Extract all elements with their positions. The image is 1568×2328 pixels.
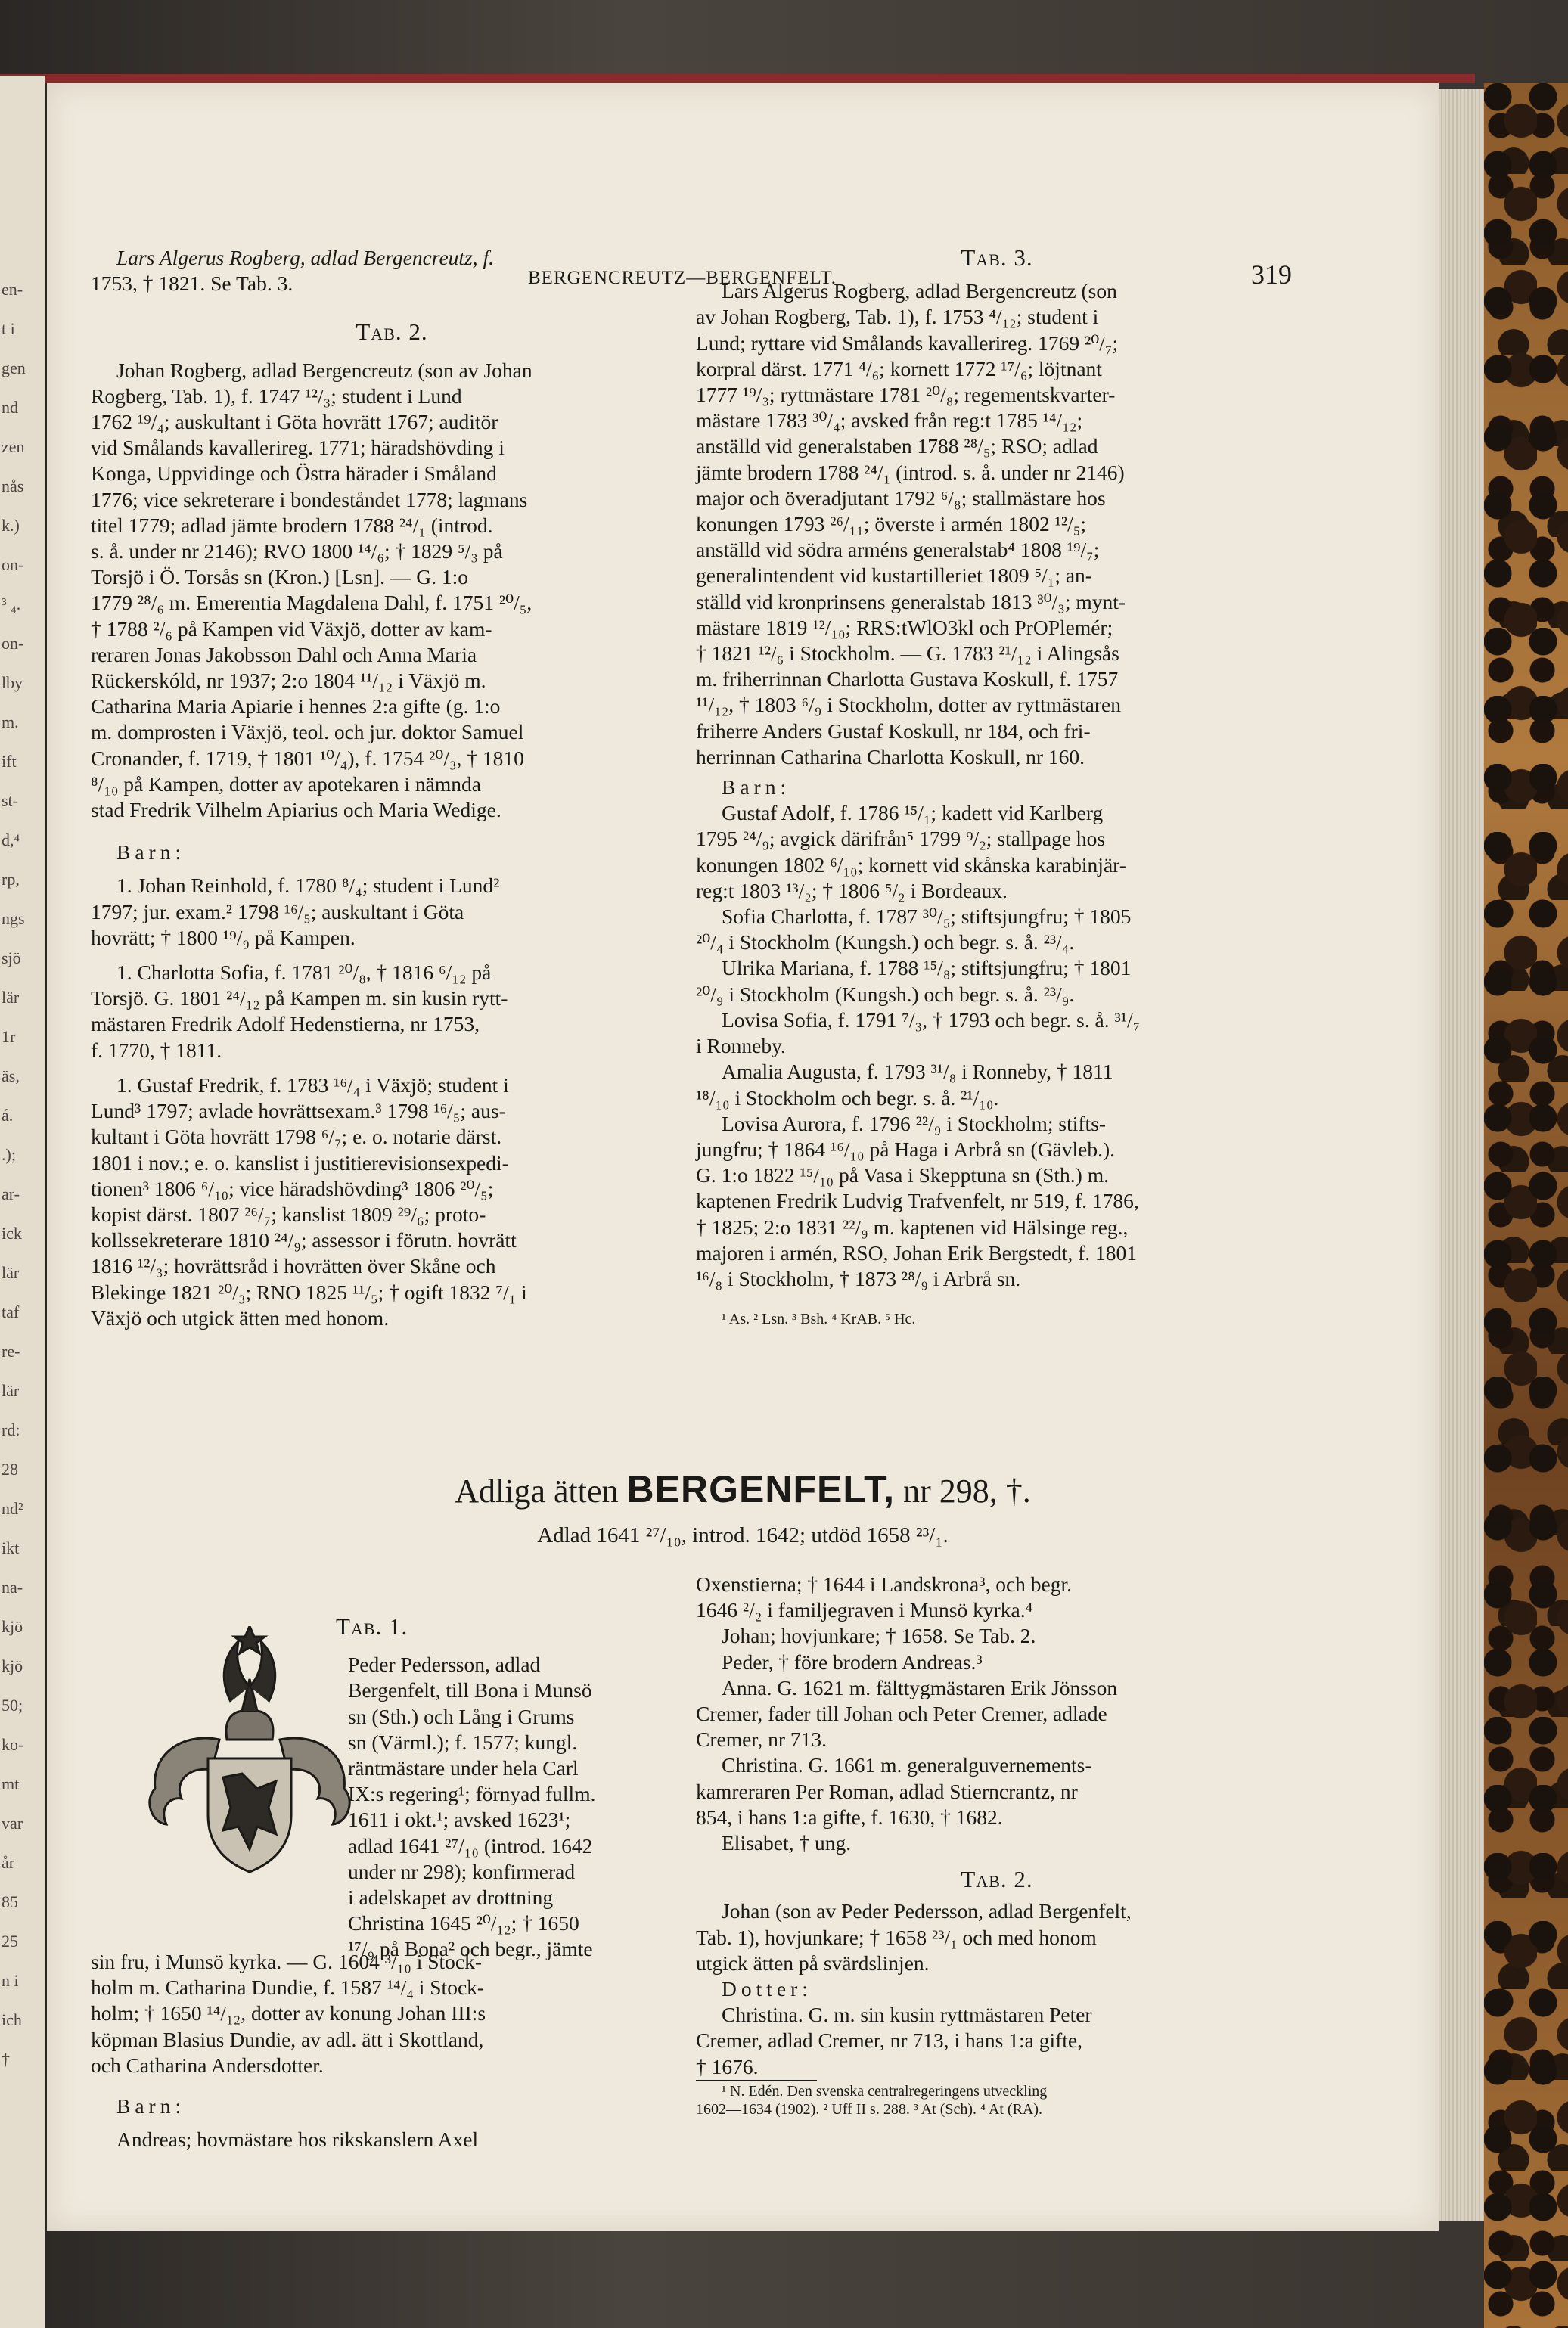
text-line: ställd vid kronprinsens generalstab 1813 ³⁰/₃; mynt-: [696, 589, 1126, 613]
dotter-label: Dotter:: [722, 1977, 812, 2001]
previous-page-fragment: ich: [2, 2010, 22, 2029]
text-line: Blekinge 1821 ²⁰/₃; RNO 1825 ¹¹/₅; † ogift 1832 ⁷/₁ i: [91, 1280, 527, 1304]
text-line: adlad 1641 ²⁷/₁₀ (introd. 1642: [348, 1833, 593, 1858]
book-cover: [1484, 83, 1568, 2328]
text-line: generalintendent vid kustartilleriet 1809 ⁵/₁; an-: [696, 563, 1092, 588]
tab2-title: Tab. 2.: [961, 1866, 1033, 1893]
text-line: m. friherrinnan Charlotta Gustava Koskull, f. 1757: [696, 667, 1119, 691]
text-line: major och överadjutant 1792 ⁶/₈; stallmästare hos: [696, 486, 1106, 510]
previous-page-fragment: nd²: [2, 1499, 23, 1518]
tab3-title: Tab. 3.: [961, 244, 1033, 271]
tab2-text: [91, 358, 693, 824]
text-line: reg:t 1803 ¹³/₂; † 1806 ⁵/₂ i Bordeaux.: [696, 878, 1008, 902]
text-line: Oxenstierna; † 1644 i Landskrona³, och begr.: [696, 1572, 1073, 1596]
right-column-top: [696, 245, 1298, 1328]
text-line: under nr 298); konfirmerad: [348, 1859, 576, 1883]
text-line: 1. Charlotta Sofia, f. 1781 ²⁰/₈, † 1816 ⁶/₁₂ på: [116, 961, 492, 985]
text-line: Christina 1645 ²⁰/₁₂; † 1650: [348, 1911, 579, 1935]
text-line: Sofia Charlotta, f. 1787 ³⁰/₅; stiftsjungfru; † 1805: [722, 905, 1132, 929]
previous-page-fragment: en-: [2, 280, 23, 299]
family-name: BERGENFELT,: [626, 1468, 896, 1510]
text-line: stad Fredrik Vilhelm Apiarius och Maria Wedige.: [91, 798, 501, 822]
previous-page-fragment: ift: [2, 752, 17, 771]
previous-page-fragment: mt: [2, 1774, 20, 1793]
previous-page-edge: [0, 76, 45, 2328]
previous-page-fragment: 25: [2, 1932, 18, 1951]
text-line: Växjö och utgick ätten med honom.: [91, 1305, 390, 1330]
left-column-bottom: [91, 1949, 693, 2153]
footnotes: ¹ As. ² Lsn. ³ Bsh. ⁴ KrAB. ⁵ Hc.: [722, 1311, 916, 1328]
text-line: mästare 1783 ³⁰/₄; avsked från reg:t 1785 ¹⁴/₁₂;: [696, 408, 1083, 433]
text-line: anställd vid södra arméns generalstab⁴ 1808 ¹⁹/₇;: [696, 538, 1100, 562]
text-line: 1801 i nov.; e. o. kanslist i justitierevisionsexpedi-: [91, 1150, 509, 1175]
text-line: kopist därst. 1807 ²⁶/₇; kanslist 1809 ²⁹/₆; proto-: [91, 1202, 486, 1226]
text-line: Torsjö i Ö. Torsås sn (Kron.) [Lsn]. — G. 1:o: [91, 565, 469, 589]
text-line: sn (Värml.); f. 1577; kungl.: [348, 1730, 578, 1754]
text-line: 1. Gustaf Fredrik, f. 1783 ¹⁶/₄ i Växjö; student i: [116, 1072, 509, 1097]
text-line: kaptenen Fredrik Ludvig Trafvenfelt, nr 519, f. 1786,: [696, 1189, 1139, 1213]
intro-line: Lars Algerus Rogberg, adlad Bergencreutz, f.: [116, 246, 495, 269]
text-line: friherre Anders Gustaf Koskull, nr 184, och fri-: [696, 719, 1091, 743]
previous-page-fragment: ngs: [2, 909, 25, 928]
text-line: Lund³ 1797; avlade hovrättsexam.³ 1798 ¹⁶/₅; aus-: [91, 1099, 506, 1123]
text-line: kollssekreterare 1810 ²⁴/₉; assessor i förutn. hovrätt: [91, 1228, 517, 1252]
previous-page-fragment: sjö: [2, 948, 21, 967]
text-line: av Johan Rogberg, Tab. 1), f. 1753 ⁴/₁₂; student i: [696, 305, 1099, 329]
text-line: Konga, Uppvidinge och Östra härader i Småland: [91, 461, 497, 486]
text-line: mästaren Fredrik Adolf Hedenstierna, nr 1753,: [91, 1012, 480, 1036]
previous-page-fragment: rp,: [2, 870, 20, 889]
text-line: vid Smålands kavallerireg. 1771; häradshövding i: [91, 436, 505, 460]
child-entry: Andreas; hovmästare hos rikskanslern Axel: [116, 2128, 479, 2152]
previous-page-fragment: 1r: [2, 1027, 16, 1046]
text-line: holm m. Catharina Dundie, f. 1587 ¹⁴/₄ i Stock-: [91, 1976, 485, 2000]
text-line: och Catharina Andersdotter.: [91, 2053, 324, 2077]
children-list: [696, 800, 1298, 1292]
text-line: ¹⁸/₁₀ i Stockholm och begr. s. å. ²¹/₁₀.: [696, 1085, 999, 1110]
text-line: titel 1779; adlad jämte brodern 1788 ²⁴/₁ (introd.: [91, 513, 493, 537]
text-line: Elisabet, † ung.: [722, 1831, 852, 1855]
text-line: sin fru, i Munsö kyrka. — G. 1604 ³/₁₀ i Stock-: [91, 1950, 483, 1973]
book-page: [47, 83, 1439, 2231]
text-line: kamreraren Per Roman, adlad Stierncrantz, nr: [696, 1779, 1078, 1803]
right-column-bottom: [696, 1572, 1298, 2118]
tab2-title: Tab. 2.: [356, 318, 428, 346]
text-line: Lund; ryttare vid Smålands kavallerireg. 1769 ²⁰/₇;: [696, 331, 1119, 355]
intro-line: 1753, † 1821. Se Tab. 3.: [91, 272, 293, 296]
text-line: Cronander, f. 1719, † 1801 ¹⁰/₄), f. 1754 ²⁰/₃, † 1810: [91, 746, 524, 770]
text-line: 1795 ²⁴/₉; avgick därifrån⁵ 1799 ⁹/₂; stallpage hos: [696, 827, 1106, 851]
text-line: reraren Jonas Jakobsson Dahl och Anna Maria: [91, 642, 477, 666]
text-line: Gustaf Adolf, f. 1786 ¹⁵/₁; kadett vid Karlberg: [722, 801, 1104, 825]
previous-page-fragment: t i: [2, 319, 15, 338]
previous-page-fragment: k.): [2, 516, 20, 535]
barn-label: Barn:: [722, 775, 791, 799]
text-line: ¹ N. Edén. Den svenska centralregeringens utveckling: [722, 2082, 1048, 2100]
previous-page-fragment: lär: [2, 988, 20, 1007]
left-column-bottom-beside-crest: [336, 1613, 693, 1963]
text-line: Anna. G. 1621 m. fälttygmästaren Erik Jönsson: [722, 1675, 1118, 1699]
previous-page-fragment: d,⁴: [2, 830, 20, 849]
text-line: mästare 1819 ¹²/₁₀; RRS:tWlO3kl och PrOPlemér;: [696, 615, 1113, 639]
text-line: räntmästare under hela Carl: [348, 1756, 579, 1780]
tab2-text: [696, 1898, 1298, 1976]
text-line: Christina. G. m. sin kusin ryttmästaren Peter: [722, 2003, 1092, 2027]
text-line: Lars Algerus Rogberg, adlad Bergencreutz (son: [722, 279, 1117, 303]
footnotes: [696, 2082, 1298, 2118]
text-line: korpral därst. 1771 ⁴/₆; kornett 1772 ¹⁷/₆; löjtnant: [696, 356, 1102, 380]
text-line: Johan (son av Peder Pedersson, adlad Bergenfelt,: [722, 1899, 1132, 1923]
previous-page-fragment: ³ ₄.: [2, 594, 21, 613]
text-line: ¹¹/₁₂, † 1803 ⁶/₉ i Stockholm, dotter av ryttmästaren: [696, 693, 1121, 717]
previous-page-fragment: st-: [2, 791, 18, 810]
text-line: Tab. 1), hovjunkare; † 1658 ²³/₁ och med honom: [696, 1925, 1097, 1949]
previous-page-fragment: .);: [2, 1145, 16, 1164]
text-line: 1762 ¹⁹/₄; auskultant i Göta hovrätt 1767; auditör: [91, 410, 498, 434]
tab1-text-continued: [91, 1949, 693, 2078]
children-list: [696, 1572, 1298, 1856]
previous-page-fragment: var: [2, 1814, 23, 1833]
text-line: 1602—1634 (1902). ² Uff II s. 288. ³ At (Sch). ⁴ At (RA).: [696, 2100, 1043, 2118]
previous-page-fragment: taf: [2, 1302, 20, 1321]
text-line: köpman Blasius Dundie, av adl. ätt i Skottland,: [91, 2027, 484, 2051]
tab1-text: [348, 1652, 693, 1962]
previous-page-fragment: nås: [2, 476, 24, 495]
previous-page-fragment: kjö: [2, 1617, 23, 1636]
text-line: holm; † 1650 ¹⁴/₁₂, dotter av konung Johan III:s: [91, 2001, 486, 2025]
text-line: G. 1:o 1822 ¹⁵/₁₀ på Vasa i Skepptuna sn (Sth.) m.: [696, 1163, 1109, 1187]
text-line: Bergenfelt, till Bona i Munsö: [348, 1678, 592, 1703]
text-line: ²⁰/₄ i Stockholm (Kungsh.) och begr. s. å. ²³/₄.: [696, 930, 1075, 954]
previous-page-fragment: †: [2, 2050, 10, 2069]
text-line: 854, i hans 1:a gifte, f. 1630, † 1682.: [696, 1805, 1003, 1829]
text-line: Peder Pedersson, adlad: [348, 1653, 541, 1677]
text-line: anställd vid generalstaben 1788 ²⁸/₅; RSO; adlad: [696, 434, 1098, 458]
child-entry: [91, 960, 693, 1063]
previous-page-fragment: 50;: [2, 1696, 23, 1715]
text-line: Christina. G. 1661 m. generalguvernements-: [722, 1753, 1092, 1777]
previous-page-fragment: zen: [2, 437, 25, 456]
section-subtitle: Adlad 1641 ²⁷/₁₀, introd. 1642; utdöd 1658 ²³/₁.: [537, 1523, 949, 1547]
text-line: ²⁰/₉ i Stockholm (Kungsh.) och begr. s. å. ²³/₉.: [696, 982, 1075, 1006]
previous-page-fragment: ko-: [2, 1735, 24, 1754]
page-number: 319: [1251, 259, 1292, 290]
text-line: Lovisa Aurora, f. 1796 ²²/₉ i Stockholm; stifts-: [722, 1111, 1107, 1135]
text-line: i Ronneby.: [696, 1034, 786, 1058]
child-entry: [91, 1072, 693, 1331]
previous-page-fragment: ar-: [2, 1184, 20, 1203]
text-line: 1779 ²⁸/₆ m. Emerentia Magdalena Dahl, f. 1751 ²⁰/₅,: [91, 591, 532, 615]
previous-page-fragment: ikt: [2, 1538, 20, 1557]
previous-page-fragment: äs,: [2, 1066, 20, 1085]
text-line: utgick ätten på svärdslinjen.: [696, 1951, 930, 1975]
text-line: 1. Johan Reinhold, f. 1780 ⁸/₄; student i Lund²: [116, 874, 500, 898]
text-line: IX:s regering¹; förnyad fullm.: [348, 1782, 596, 1806]
binding-edge: [0, 74, 1475, 83]
text-line: 1816 ¹²/₃; hovrättsråd i hovrätten över Skåne och: [91, 1254, 496, 1278]
previous-page-fragment: m.: [2, 712, 19, 731]
previous-page-fragment: lär: [2, 1263, 20, 1282]
text-line: sn (Sth.) och Lång i Grums: [348, 1704, 575, 1728]
text-line: † 1788 ²/₆ på Kampen vid Växjö, dotter av kam-: [91, 616, 492, 641]
text-line: Cremer, fader till Johan och Peter Cremer, adlade: [696, 1702, 1107, 1726]
text-line: Lovisa Sofia, f. 1791 ⁷/₃, † 1793 och begr. s. å. ³¹/₇: [722, 1007, 1141, 1032]
text-line: konungen 1793 ²⁶/₁₁; överste i armén 1802 ¹²/₅;: [696, 512, 1086, 536]
text-line: hovrätt; † 1800 ¹⁹/₉ på Kampen.: [91, 925, 356, 949]
text-line: ⁸/₁₀ på Kampen, dotter av apotekaren i nämnda: [91, 771, 481, 796]
text-line: 1776; vice sekreterare i bondeståndet 1778; lagmans: [91, 487, 528, 511]
text-line: Peder, † före brodern Andreas.³: [722, 1650, 983, 1674]
text-line: f. 1770, † 1811.: [91, 1038, 222, 1062]
previous-page-fragment: kjö: [2, 1656, 23, 1675]
text-line: tionen³ 1806 ⁶/₁₀; vice häradshövding³ 1806 ²⁰/₅;: [91, 1176, 494, 1200]
title-suffix: nr 298, †.: [903, 1473, 1031, 1510]
text-line: Rogberg, Tab. 1), f. 1747 ¹²/₃; student i Lund: [91, 383, 462, 408]
text-line: ¹⁷/₉ på Bona² och begr., jämte: [348, 1937, 593, 1961]
text-line: Rückerskóld, nr 1937; 2:o 1804 ¹¹/₁₂ i Växjö m.: [91, 669, 486, 693]
barn-label: Barn:: [116, 840, 186, 864]
text-line: jungfru; † 1864 ¹⁶/₁₀ på Haga i Arbrå sn (Gävleb.).: [696, 1137, 1116, 1161]
text-line: Cremer, nr 713.: [696, 1727, 827, 1752]
text-line: ¹⁶/₈ i Stockholm, † 1873 ²⁸/₉ i Arbrå sn.: [696, 1266, 1021, 1290]
previous-page-fragment: 28: [2, 1460, 18, 1479]
text-line: Amalia Augusta, f. 1793 ³¹/₈ i Ronneby, † 1811: [722, 1060, 1113, 1084]
child-entry: [91, 873, 693, 951]
text-line: Cremer, adlad Cremer, nr 713, i hans 1:a gifte,: [696, 2028, 1082, 2053]
previous-page-fragment: re-: [2, 1342, 20, 1361]
text-line: s. å. under nr 2146); RVO 1800 ¹⁴/₆; † 1829 ⁵/₃ på: [91, 539, 503, 563]
left-column-top: [91, 245, 693, 1331]
previous-page-fragment: 85: [2, 1892, 18, 1911]
footnote-rule: [696, 2080, 817, 2081]
text-line: 1646 ²/₂ i familjegraven i Munsö kyrka.⁴: [696, 1598, 1033, 1622]
text-line: Johan; hovjunkare; † 1658. Se Tab. 2.: [722, 1624, 1036, 1648]
barn-label: Barn:: [116, 2094, 186, 2118]
text-line: Catharina Maria Apiarie i hennes 2:a gifte (g. 1:o: [91, 694, 501, 719]
running-title: BERGENCREUTZ—BERGENFELT.: [528, 268, 837, 288]
text-line: † 1825; 2:o 1831 ²²/₉ m. kaptenen vid Hälsinge reg.,: [696, 1215, 1129, 1239]
text-line: 1777 ¹⁹/₃; ryttmästare 1781 ²⁰/₈; regementskvarter-: [696, 383, 1116, 407]
tab3-text: [696, 278, 1298, 770]
previous-page-fragment: á.: [2, 1106, 14, 1125]
previous-page-fragment: ick: [2, 1224, 22, 1243]
section-title: [47, 1467, 1439, 1511]
text-line: 1611 i okt.¹; avsked 1623¹;: [348, 1808, 571, 1832]
text-line: Ulrika Mariana, f. 1788 ¹⁵/₈; stiftsjungfru; † 1801: [722, 956, 1132, 980]
text-line: i adelskapet av drottning: [348, 1886, 554, 1910]
dotter-text: [696, 2002, 1298, 2080]
previous-page-fragment: nd: [2, 398, 18, 417]
previous-page-fragment: na-: [2, 1578, 23, 1597]
text-line: † 1676.: [696, 2054, 759, 2078]
text-line: majoren i armén, RSO, Johan Erik Bergstedt, f. 1801: [696, 1240, 1138, 1265]
text-line: m. domprosten i Växjö, teol. och jur. doktor Samuel: [91, 720, 524, 744]
previous-page-fragment: on-: [2, 555, 24, 574]
previous-page-fragment: rd:: [2, 1420, 20, 1439]
previous-page-fragment: år: [2, 1853, 15, 1872]
tab1-title: Tab. 1.: [336, 1613, 408, 1640]
previous-page-fragment: gen: [2, 359, 26, 377]
text-line: herrinnan Catharina Charlotta Koskull, nr 160.: [696, 744, 1085, 768]
previous-page-fragment: lär: [2, 1381, 20, 1400]
text-line: 1797; jur. exam.² 1798 ¹⁶/₅; auskultant i Göta: [91, 899, 464, 923]
text-line: jämte brodern 1788 ²⁴/₁ (introd. s. å. under nr 2146): [696, 460, 1125, 484]
previous-page-fragment: lby: [2, 673, 23, 692]
text-line: konungen 1802 ⁶/₁₀; kornett vid skånska karabinjär-: [696, 852, 1126, 877]
previous-page-fragment: n i: [2, 1971, 19, 1990]
text-line: Torsjö. G. 1801 ²⁴/₁₂ på Kampen m. sin kusin rytt-: [91, 986, 508, 1010]
text-line: kultant i Göta hovrätt 1798 ⁶/₇; e. o. notarie därst.: [91, 1125, 502, 1149]
previous-page-fragment: on-: [2, 634, 24, 653]
text-line: † 1821 ¹²/₆ i Stockholm. — G. 1783 ²¹/₁₂ i Alingsås: [696, 641, 1119, 666]
title-prefix: Adliga ätten: [455, 1473, 619, 1510]
page-stack-edges: [1439, 89, 1484, 2221]
coat-of-arms-image: [136, 1626, 363, 1876]
text-line: Johan Rogberg, adlad Bergencreutz (son av Johan: [116, 358, 532, 382]
